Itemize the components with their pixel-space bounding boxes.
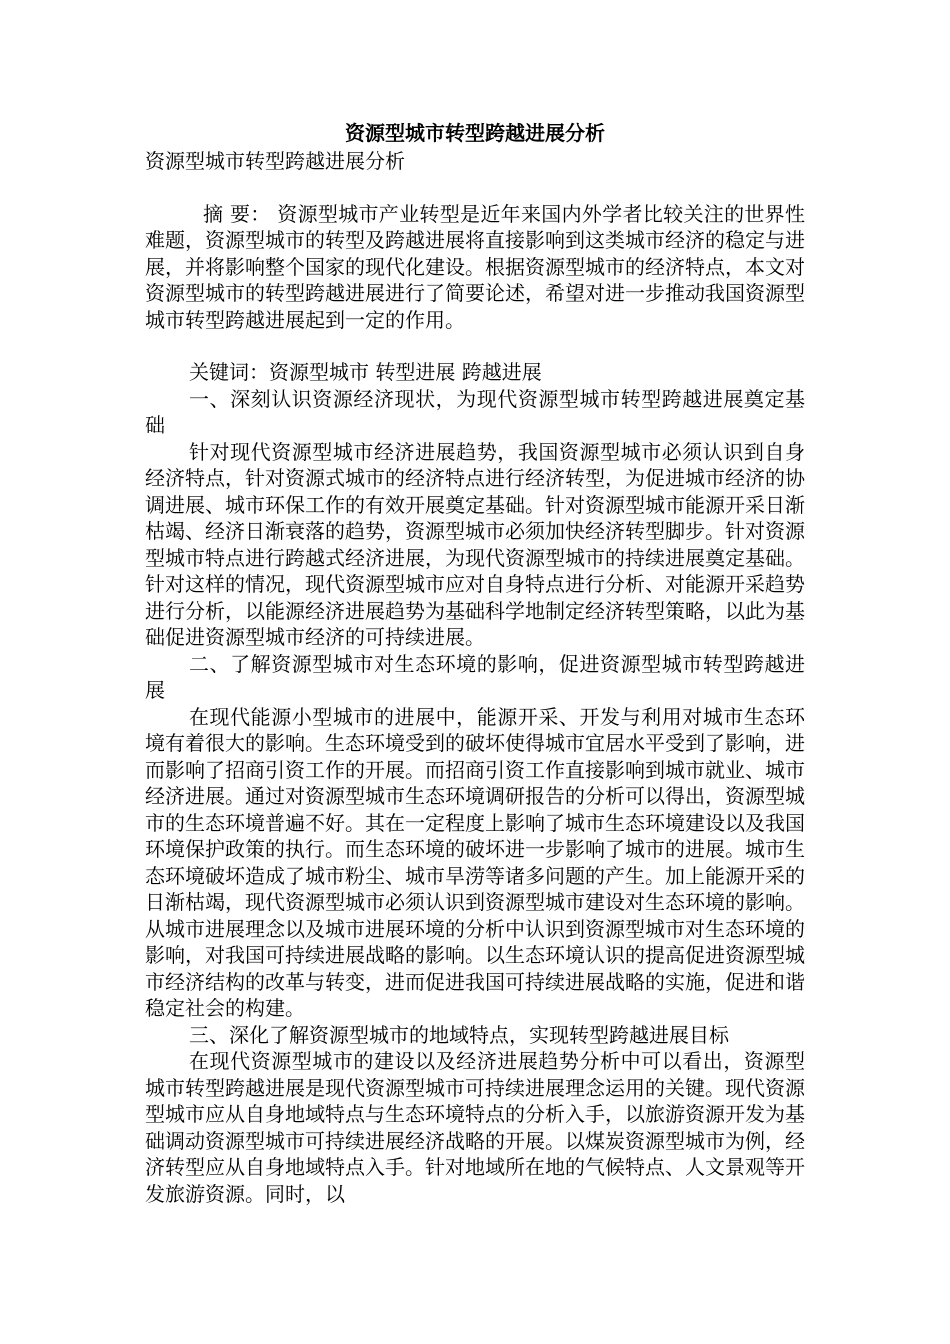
section-2-heading: 二、了解资源型城市对生态环境的影响，促进资源型城市转型跨越进展 — [145, 651, 805, 702]
document-title: 资源型城市转型跨越进展分析 — [345, 121, 605, 145]
section-1-body: 针对现代资源型城市经济进展趋势，我国资源型城市必须认识到自身经济特点，针对资源式城市的经济特点进行经济转型，为促进城市经济的协调进展、城市环保工作的有效开展奠定基础。针对资源型城市能源开采日渐枯竭、经济日渐衰落的趋势，资源型城市必须加快经济转型脚步。针对资源型城市特点进行跨越式经济进展，为现代资源型城市的持续进展奠定基础。针对这样的情况，现代资源型城市应对自身特点进行分析、对能源开采趋势进行分析，以能源经济进展趋势为基础科学地制定经济转型策略，以此为基础促进资源型城市经济的可持续进展。 — [145, 439, 805, 649]
keywords-line: 关键词：资源型城市 转型进展 跨越进展 — [189, 360, 542, 384]
document-page — [145, 118, 805, 1207]
section-1-heading: 一、深刻认识资源经济现状，为现代资源型城市转型跨越进展奠定基础 — [145, 386, 805, 437]
section-3-heading: 三、深化了解资源型城市的地域特点，实现转型跨越进展目标 — [189, 1022, 729, 1047]
abstract-paragraph: 摘 要： 资源型城市产业转型是近年来国内外学者比较关注的世界性难题，资源型城市的转型及跨越进展将直接影响到这类城市经济的稳定与进展，并将影响整个国家的现代化建设。根据资源型城市的经济特点，本文对资源型城市的转型跨越进展进行了简要论述，希望对进一步推动我国资源型城市转型跨越进展起到一定的作用。 — [145, 201, 805, 332]
document-subtitle: 资源型城市转型跨越进展分析 — [145, 149, 405, 173]
section-2-body: 在现代能源小型城市的进展中，能源开采、开发与利用对城市生态环境有着很大的影响。生态环境受到的破坏使得城市宜居水平受到了影响，进而影响了招商引资工作的开展。而招商引资工作直接影响到城市就业、城市经济进展。通过对资源型城市生态环境调研报告的分析可以得出，资源型城市的生态环境普遍不好。其在一定程度上影响了城市生态环境建设以及我国环境保护政策的执行。而生态环境的破坏进一步影响了城市的进展。城市生态环境破坏造成了城市粉尘、城市旱涝等诸多问题的产生。加上能源开采的日渐枯竭，现代资源型城市必须认识到资源型城市建设对生态环境的影响。从城市进展理念以及城市进展环境的分析中认识到资源型城市对生态环境的影响，对我国可持续进展战略的影响。以生态环境认识的提高促进资源型城市经济结构的改革与转变，进而促进我国可持续进展战略的实施，促进和谐稳定社会的构建。 — [145, 704, 805, 1020]
section-3-body: 在现代资源型城市的建设以及经济进展趋势分析中可以看出，资源型城市转型跨越进展是现代资源型城市可持续进展理念运用的关键。现代资源型城市应从自身地域特点与生态环境特点的分析入手，以旅游资源开发为基础调动资源型城市可持续进展经济战略的开展。以煤炭资源型城市为例，经济转型应从自身地域特点入手。针对地域所在地的气候特点、人文景观等开发旅游资源。同时，以 — [145, 1049, 805, 1206]
